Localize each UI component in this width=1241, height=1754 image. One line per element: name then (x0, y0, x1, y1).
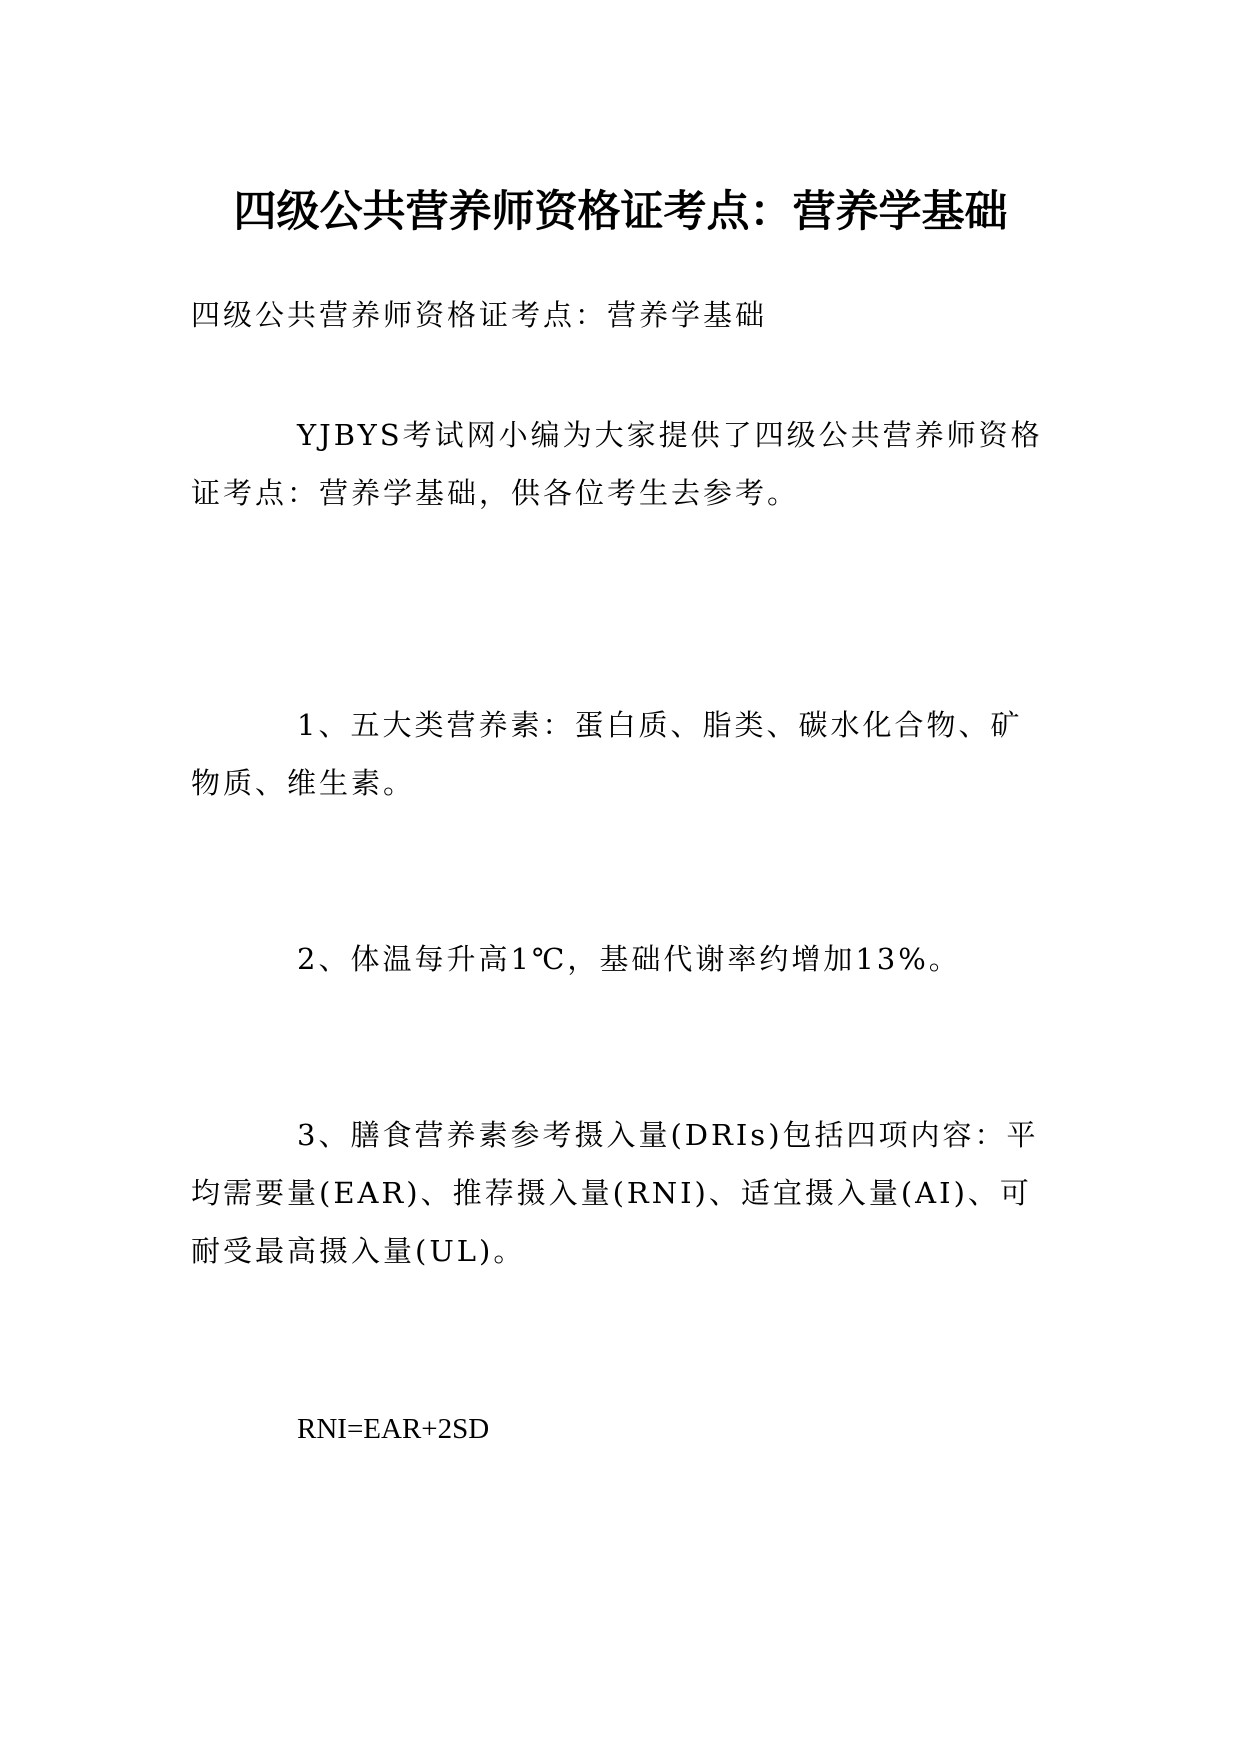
list-item: 2、体温每升高1℃，基础代谢率约增加13%。 (297, 942, 961, 976)
document-title: 四级公共营养师资格证考点：营养学基础 (233, 186, 1008, 237)
document-subtitle: 四级公共营养师资格证考点：营养学基础 (191, 298, 768, 332)
list-item: 1、五大类营养素：蛋白质、脂类、碳水化合物、矿物质、维生素。 (191, 708, 1023, 800)
intro-paragraph: YJBYS考试网小编为大家提供了四级公共营养师资格证考点：营养学基础，供各位考生去参考。 (191, 418, 1043, 510)
formula-text: RNI=EAR+2SD (297, 1413, 490, 1445)
list-item: 3、膳食营养素参考摄入量(DRIs)包括四项内容：平均需要量(EAR)、推荐摄入量(RNI)、适宜摄入量(AI)、可耐受最高摄入量(UL)。 (191, 1118, 1039, 1268)
